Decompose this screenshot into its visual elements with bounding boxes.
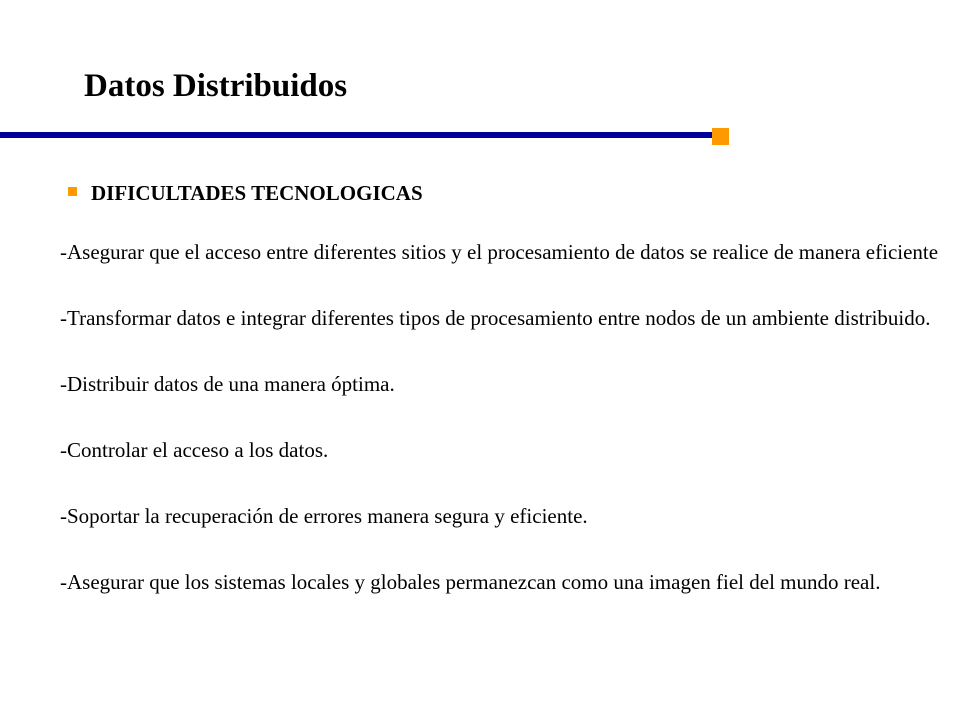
- list-item: -Controlar el acceso a los datos.: [60, 438, 329, 462]
- square-bullet-icon: [68, 187, 77, 196]
- section-heading: DIFICULTADES TECNOLOGICAS: [91, 181, 423, 205]
- list-item: -Soportar la recuperación de errores manera segura y eficiente.: [60, 504, 588, 528]
- list-item: -Transformar datos e integrar diferentes tipos de procesamiento entre nodos de un ambiente distribuido.: [60, 306, 931, 330]
- list-item: -Asegurar que los sistemas locales y globales permanezcan como una imagen fiel del mundo real.: [60, 570, 881, 594]
- orange-square-icon: [712, 128, 729, 145]
- list-item: -Distribuir datos de una manera óptima.: [60, 372, 395, 396]
- slide-title: Datos Distribuidos: [84, 68, 348, 104]
- title-underline-rule: [0, 132, 712, 138]
- list-item: -Asegurar que el acceso entre diferentes sitios y el procesamiento de datos se realice de manera eficiente: [60, 240, 939, 264]
- difficulties-list: [60, 236, 940, 599]
